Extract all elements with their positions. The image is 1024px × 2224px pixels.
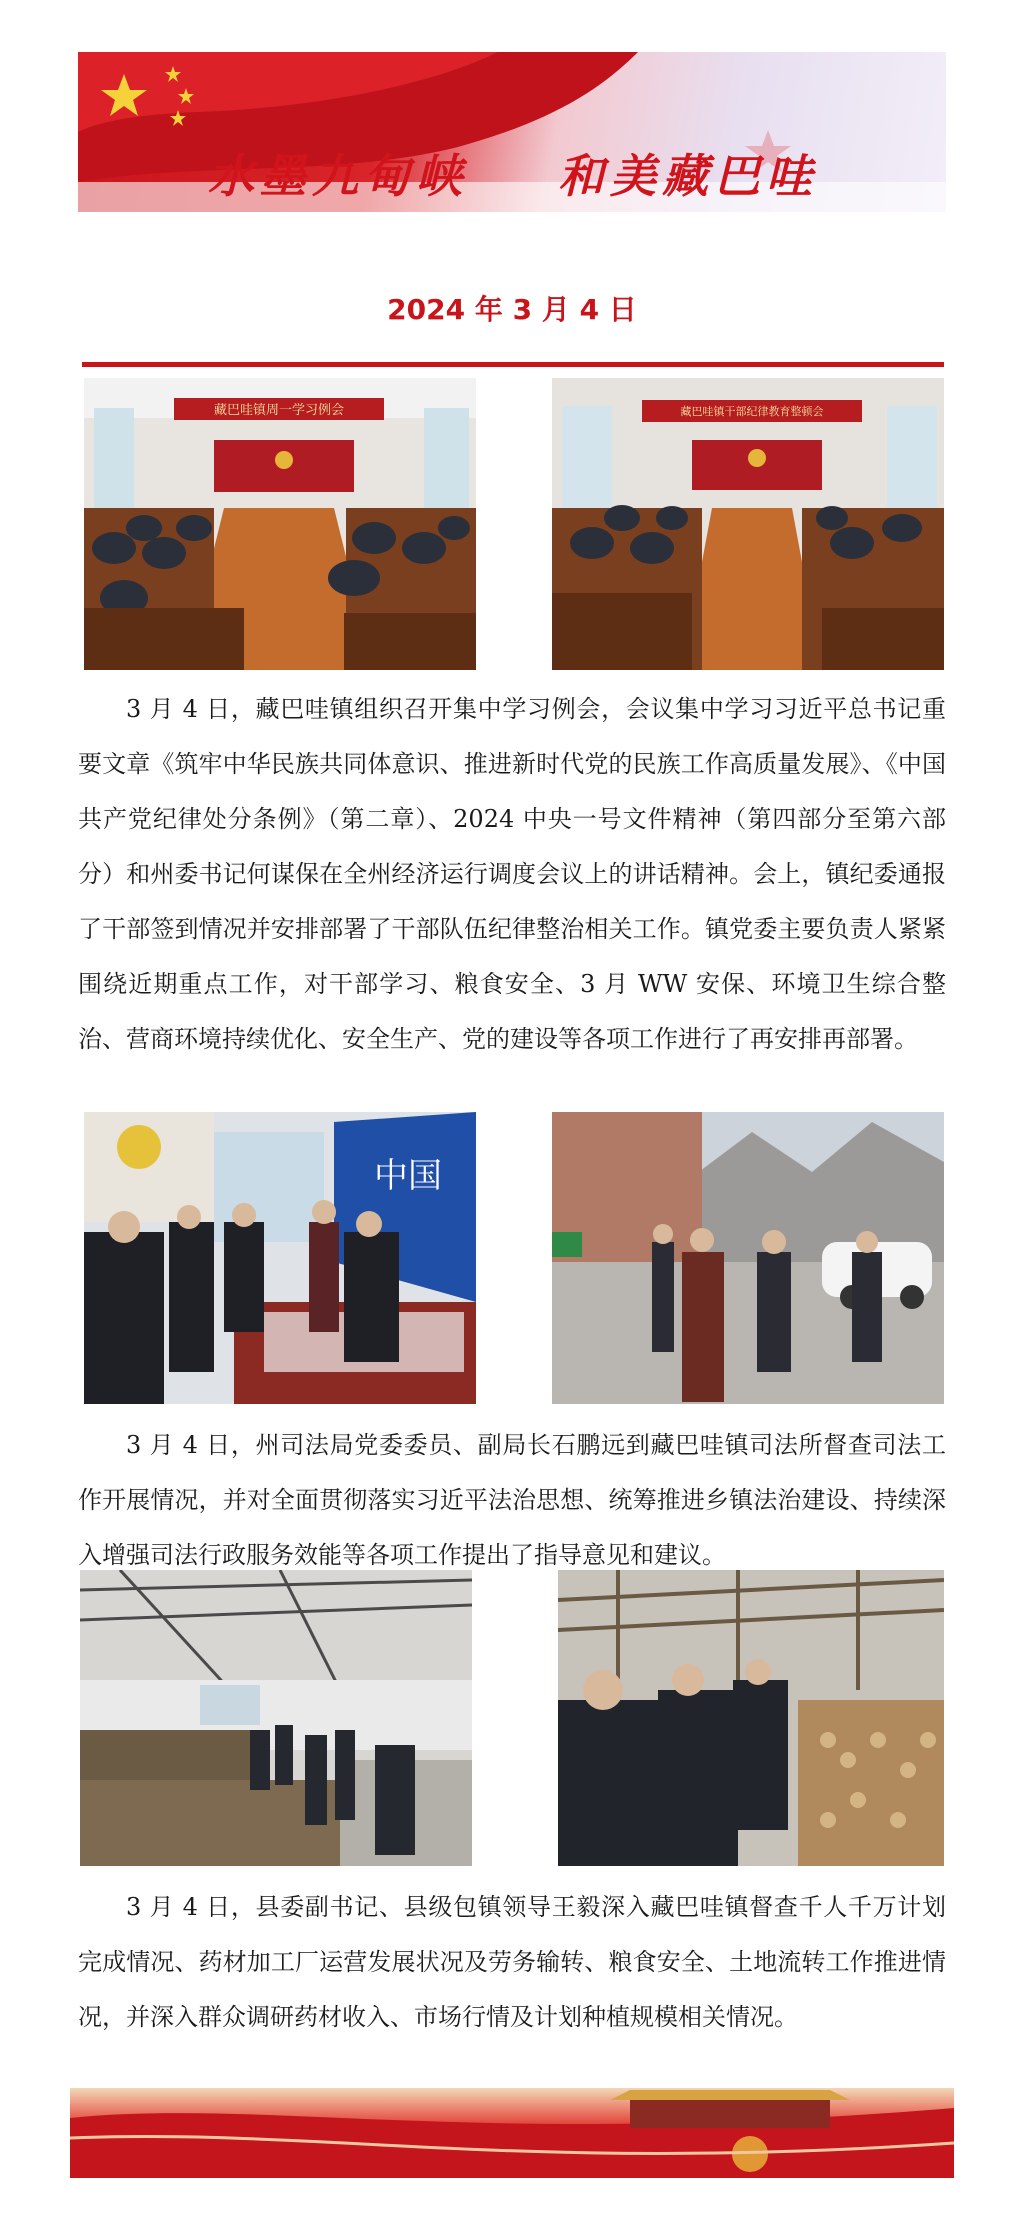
paragraph-2: 3 月 4 日，州司法局党委委员、副局长石鹏远到藏巴哇镇司法所督查司法工作开展情况，并对全面贯彻落实习近平法治思想、统筹推进乡镇法治建设、持续深入增强司法行政服务效能等各项工作提出了指导意见和建议。 bbox=[78, 1431, 946, 1569]
photo-discipline-meeting bbox=[552, 378, 944, 670]
banner-slogan-right: 和美藏巴哇 bbox=[558, 149, 818, 203]
article-date: 2024 年 3 月 4 日 bbox=[387, 293, 637, 326]
photo-judicial-office bbox=[84, 1112, 476, 1404]
photo-herb-inspection bbox=[558, 1570, 944, 1866]
photo-herb-warehouse bbox=[80, 1570, 472, 1866]
wall-sign: 中国 bbox=[374, 1156, 442, 1196]
paragraph-3: 3 月 4 日，县委副书记、县级包镇领导王毅深入藏巴哇镇督查千人千万计划完成情况、药材加工厂运营发展状况及劳务输转、粮食安全、土地流转工作推进情况，并深入群众调研药材收入、市场行情及计划种植规模相关情况。 bbox=[78, 1893, 946, 2031]
photo-outdoor-inspection bbox=[552, 1112, 944, 1404]
banner-sign: 藏巴哇镇周一学习例会 bbox=[213, 403, 345, 418]
banner-sign: 藏巴哇镇干部纪律教育整顿会 bbox=[680, 405, 824, 418]
header-banner bbox=[78, 52, 946, 212]
paragraph-1: 3 月 4 日，藏巴哇镇组织召开集中学习例会，会议集中学习习近平总书记重要文章《筑牢中华民族共同体意识、推进新时代党的民族工作高质量发展》、《中国共产党纪律处分条例》（第二章）、2024 中央一号文件精神（第四部分至第六部分）和州委书记何谋保在全州经济运行调度会议上的讲话精神。会上，镇纪委通报了干部签到情况并安排部署了干部队伍纪律整治相关工作。镇党委主要负责人紧紧围绕近期重点工作，对干部学习、粮食安全、3 月 WW 安保、环境卫生综合整治、营商环境持续优化、安全生产、党的建设等各项工作进行了再安排再部署。 bbox=[78, 695, 946, 1053]
footer-banner bbox=[70, 2088, 954, 2178]
divider bbox=[82, 362, 944, 367]
photo-study-meeting bbox=[84, 378, 476, 670]
banner-slogan-left: 水墨九甸峡 bbox=[208, 149, 468, 203]
